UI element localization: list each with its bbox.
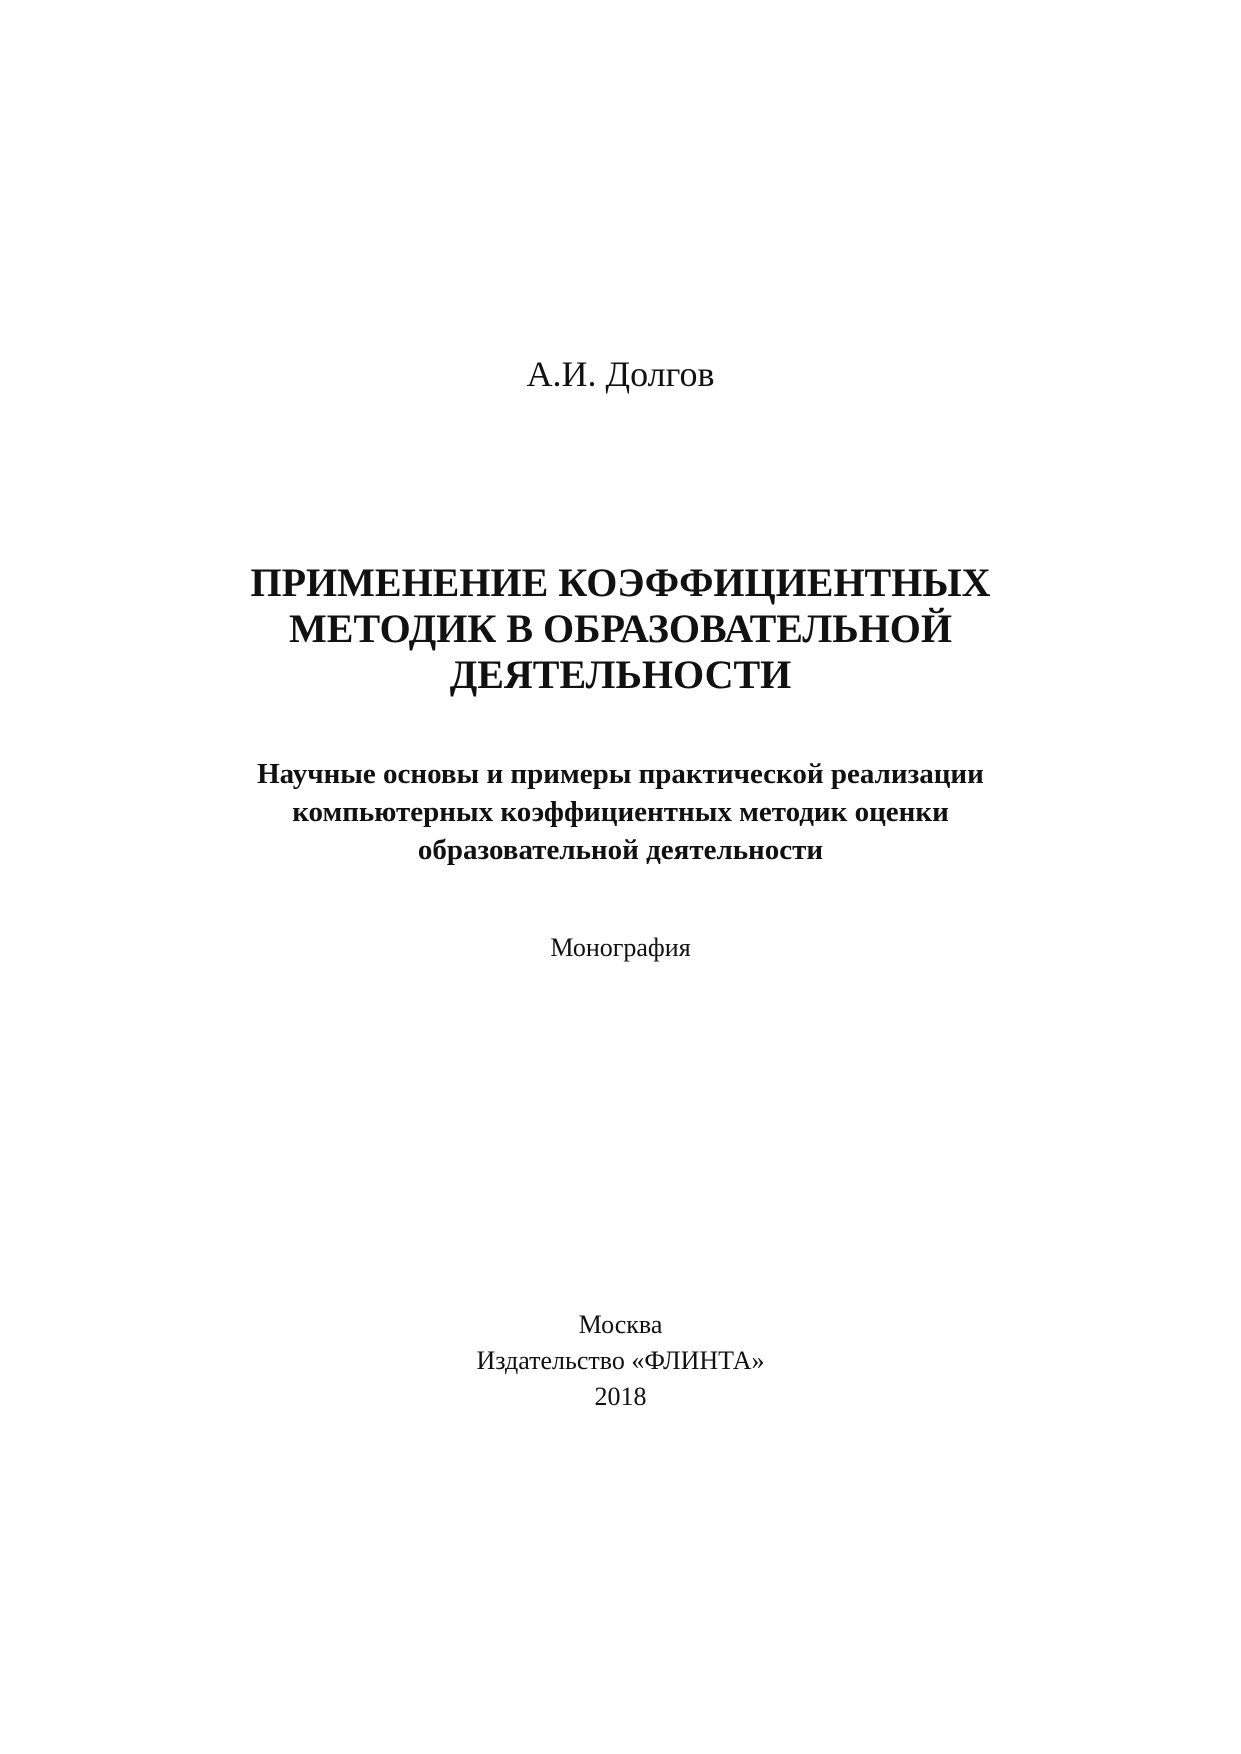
book-subtitle-line: компьютерных коэффициентных методик оценки <box>292 796 949 828</box>
book-subtitle-line: образовательной деятельности <box>417 834 824 866</box>
book-title-line: ПРИМЕНЕНИЕ КОЭФФИЦИЕНТНЫХ <box>250 560 991 605</box>
book-title-line: ДЕЯТЕЛЬНОСТИ <box>449 652 792 697</box>
publication-year: 2018 <box>594 1382 647 1411</box>
publisher-info <box>0 1307 1241 1415</box>
book-subtitle-line: Научные основы и примеры практической реализации <box>257 758 984 790</box>
book-title <box>0 560 1241 698</box>
book-title-line: МЕТОДИК В ОБРАЗОВАТЕЛЬНОЙ <box>289 606 952 651</box>
publisher-name: Издательство «ФЛИНТА» <box>476 1346 765 1375</box>
book-subtitle <box>0 755 1241 869</box>
publication-genre: Монография <box>550 933 691 962</box>
publisher-city: Москва <box>578 1310 663 1339</box>
author-name: А.И. Долгов <box>526 354 715 394</box>
